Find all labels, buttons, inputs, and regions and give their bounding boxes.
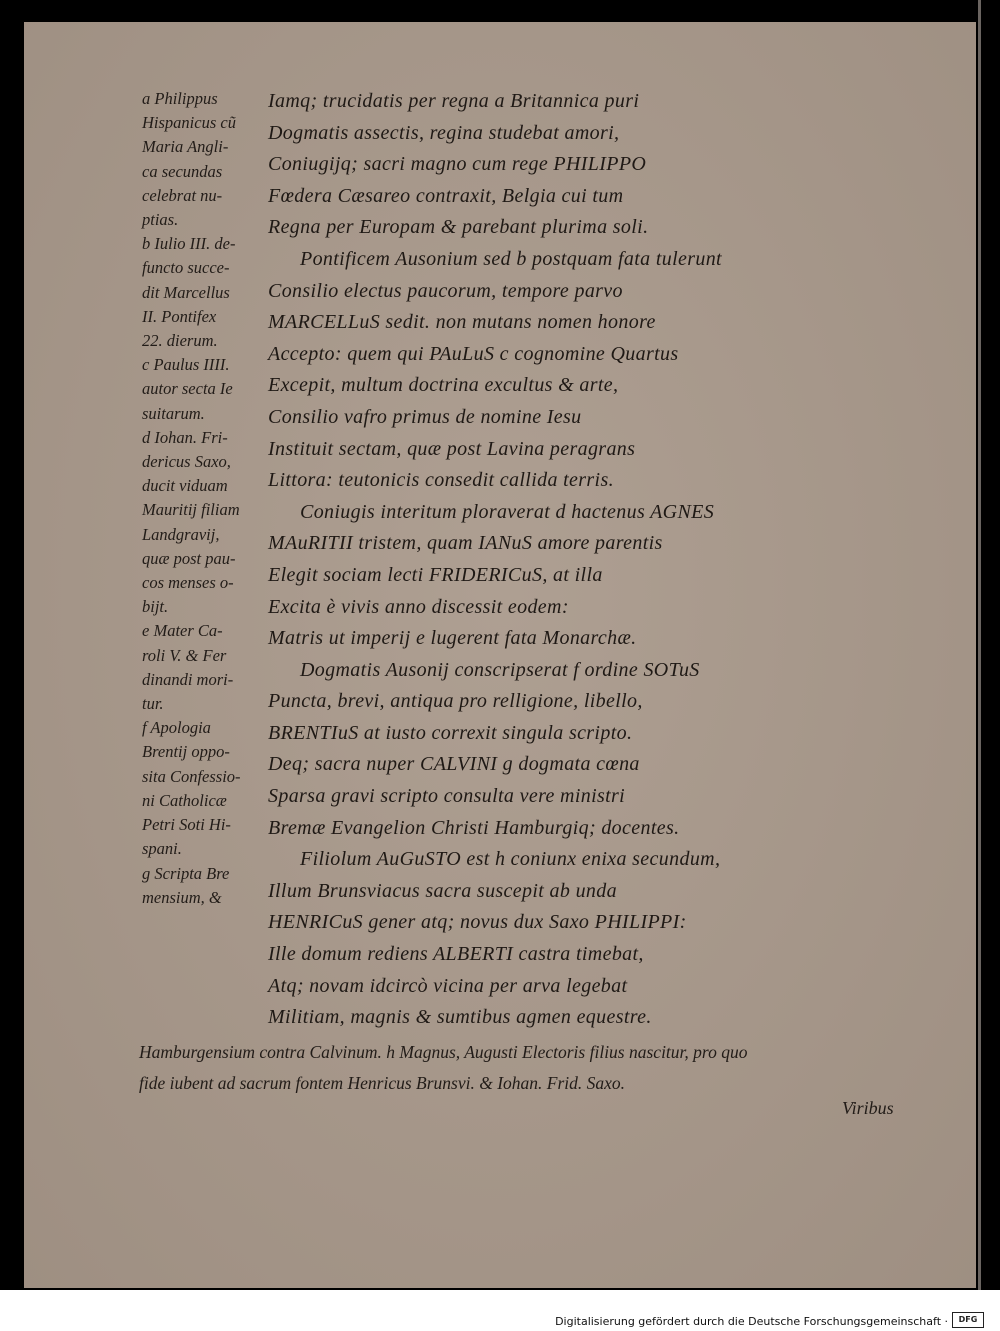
verse-line: Filiolum AuGuSTO est h coniunx enixa secundum, <box>300 848 721 871</box>
verse-line: Coniugis interitum ploraverat d hactenus AGNES <box>300 500 715 523</box>
verse-line: Excepit, multum doctrina excultus & arte, <box>268 374 619 397</box>
verse-line: Dogmatis Ausonij conscripserat f ordine SOTuS <box>300 658 700 681</box>
verse-line: Atq; novam idcircò vicina per arva legebat <box>268 974 628 997</box>
margin-note-line: f Apologia <box>142 718 211 738</box>
footer-credit: Digitalisierung gefördert durch die Deutsche Forschungsgemeinschaft · <box>555 1315 948 1328</box>
verse-line: Fœdera Cæsareo contraxit, Belgia cui tum <box>268 184 624 207</box>
verse-line: Deq; sacra nuper CALVINI g dogmata cœna <box>268 753 640 776</box>
footer-bar <box>0 1290 1000 1331</box>
verse-line: Puncta, brevi, antiqua pro relligione, libello, <box>268 690 643 713</box>
margin-note-line: sita Confessio- <box>142 766 241 786</box>
verse-line: Accepto: quem qui PAuLuS c cognomine Quartus <box>268 342 679 365</box>
margin-note-line: dit Marcellus <box>142 282 230 302</box>
margin-note-line: b Iulio III. de- <box>142 234 236 254</box>
margin-note-line: Brentij oppo- <box>142 742 230 762</box>
verse-line: Ille domum rediens ALBERTI castra timebat, <box>268 943 644 966</box>
verse-line: Militiam, magnis & sumtibus agmen equestre. <box>268 1006 652 1029</box>
margin-note-line: ca secundas <box>142 161 223 181</box>
margin-note-line: quæ post pau- <box>142 548 236 568</box>
margin-note-line: Mauritij filiam <box>142 500 240 520</box>
margin-note-line: e Mater Ca- <box>142 621 223 641</box>
margin-note-line: g Scripta Bre <box>142 863 230 883</box>
margin-note-line: functo succe- <box>142 258 230 278</box>
margin-note-line: ptias. <box>142 210 179 230</box>
margin-note-line: c Paulus IIII. <box>142 355 230 375</box>
margin-note-line: roli V. & Fer <box>142 645 227 665</box>
verse-line: Elegit sociam lecti FRIDERICuS, at illa <box>268 563 603 586</box>
margin-note-line: spani. <box>142 839 182 859</box>
margin-note-line: ducit viduam <box>142 476 228 496</box>
verse-line: Consilio vafro primus de nomine Iesu <box>268 405 582 428</box>
verse-line: Littora: teutonicis consedit callida terris. <box>268 469 614 492</box>
margin-note-line: II. Pontifex <box>142 306 217 326</box>
margin-note-line: d Iohan. Fri- <box>142 427 228 447</box>
verse-line: Consilio electus paucorum, tempore parvo <box>268 279 623 302</box>
verse-line: Instituit sectam, quæ post Lavina peragrans <box>268 437 636 460</box>
margin-notes <box>142 87 267 910</box>
margin-note-line: Hispanicus cũ <box>142 113 236 133</box>
margin-note-line: autor secta Ie <box>142 379 233 399</box>
verse-line: Sparsa gravi scripto consulta vere ministri <box>268 785 626 808</box>
margin-note-line: a Philippus <box>142 89 218 108</box>
margin-note-line: 22. dierum. <box>142 331 218 351</box>
margin-note-line: Petri Soti Hi- <box>142 815 231 835</box>
margin-note-line: tur. <box>142 694 164 714</box>
verse-line: Matris ut imperij e lugerent fata Monarchæ. <box>268 627 637 650</box>
verse-line: Pontificem Ausonium sed b postquam fata tulerunt <box>300 247 722 270</box>
verse-line: MARCELLuS sedit. non mutans nomen honore <box>268 311 656 334</box>
verse-text <box>268 86 948 1034</box>
verse-line: Regna per Europam & parebant plurima soli. <box>268 216 649 239</box>
margin-note-line: suitarum. <box>142 403 205 423</box>
margin-note-line: dericus Saxo, <box>142 452 231 472</box>
verse-line: BRENTIuS at iusto correxit singula scripto. <box>268 721 633 744</box>
verse-line: Dogmatis assectis, regina studebat amori, <box>268 121 620 144</box>
verse-line: MAuRITII tristem, quam IANuS amore parentis <box>268 532 663 555</box>
verse-line: Iamq; trucidatis per regna a Britannica puri <box>268 90 640 112</box>
page-edge <box>978 0 981 1290</box>
verse-line: Coniugijq; sacri magno cum rege PHILIPPO <box>268 153 647 176</box>
margin-note-line: Maria Angli- <box>142 137 229 157</box>
verse-line: HENRICuS gener atq; novus dux Saxo PHILIPPI: <box>268 911 687 934</box>
margin-note-line: cos menses o- <box>142 573 234 593</box>
margin-note-line: ni Catholicæ <box>142 790 227 810</box>
margin-note-line: Landgravij, <box>142 524 220 544</box>
margin-note-line: dinandi mori- <box>142 669 234 689</box>
dfg-logo-icon: DFG <box>952 1312 984 1328</box>
catchword: Viribus <box>842 1098 894 1118</box>
verse-line: Illum Brunsviacus sacra suscepit ab unda <box>268 879 617 902</box>
footnote-line: Hamburgensium contra Calvinum. h Magnus, Augusti Electoris filius nascitur, pro quo <box>139 1042 748 1062</box>
margin-note-line: bijt. <box>142 597 169 617</box>
footnote-line: fide iubent ad sacrum fontem Henricus Brunsvi. & Iohan. Frid. Saxo. <box>139 1073 626 1093</box>
verse-line: Excita è vivis anno discessit eodem: <box>268 595 569 618</box>
margin-note-line: mensium, & <box>142 887 222 907</box>
verse-line: Bremæ Evangelion Christi Hamburgiq; docentes. <box>268 816 680 839</box>
margin-note-line: celebrat nu- <box>142 185 223 205</box>
